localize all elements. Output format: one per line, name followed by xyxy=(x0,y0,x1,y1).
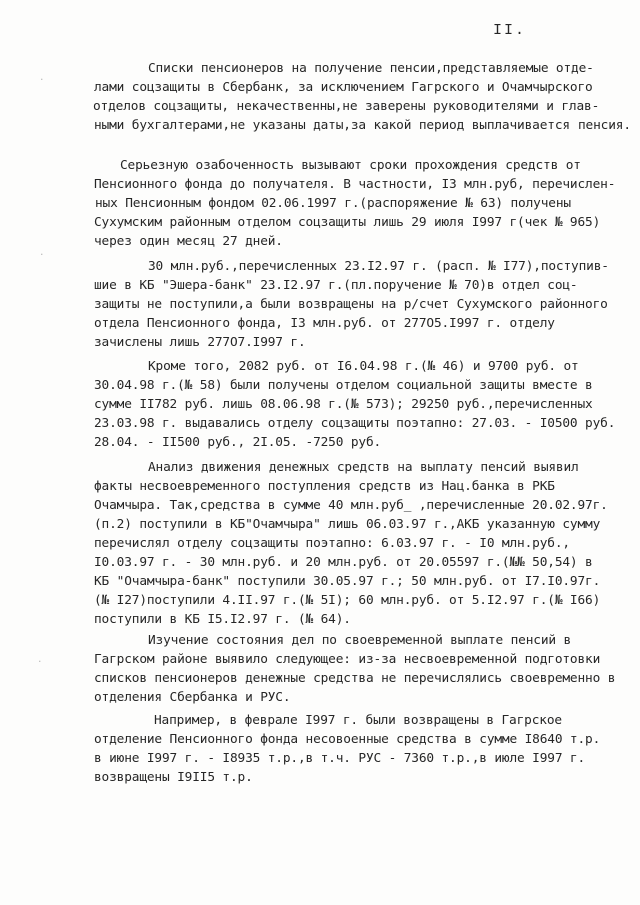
text-line: отделение Пенсионного фонда несовоенные средства в сумме I8640 т.р. xyxy=(94,732,601,747)
text-line: через один месяц 27 дней. xyxy=(94,234,283,249)
text-line: отделов соцзащиты, некачественны,не заверены руководителями и глав- xyxy=(93,99,600,114)
text-line: 23.03.98 г. выдавались отделу соцзащиты поэтапно: 27.03. - I0500 руб. xyxy=(94,416,616,431)
text-line: Серьезную озабоченность вызывают сроки прохождения средств от xyxy=(120,158,581,173)
text-line: ных Пенсионным фондом 02.06.1997 г.(распоряжение № 63) получены xyxy=(95,196,571,211)
text-line: сумме II782 руб. лишь 08.06.98 г.(№ 573); 29250 руб.,перечисленных xyxy=(94,397,593,412)
text-line: 30.04.98 г.(№ 58) были получены отделом социальной защиты вместе в xyxy=(94,378,593,393)
text-line: шие в КБ "Эшера-банк" 23.I2.97 г.(пл.поручение № 70)в отдел соц- xyxy=(94,278,578,293)
text-line: списков пенсионеров денежные средства не перечислялись своевременно в xyxy=(94,671,616,686)
text-line: Пенсионного фонда до получателя. В частности, I3 млн.руб, перечислен- xyxy=(94,177,616,192)
margin-mark: · xyxy=(38,655,42,668)
text-line: пенсия. xyxy=(578,118,631,133)
margin-mark: · xyxy=(40,73,44,86)
text-line: отделения Сбербанка и РУС. xyxy=(94,690,291,705)
margin-mark: · xyxy=(40,248,44,261)
text-line: I0.03.97 г. - 30 млн.руб. и 20 млн.руб. от 20.05597 г.(№№ 50,54) в xyxy=(94,555,593,570)
text-line: лами соцзащиты в Сбербанк, за исключением Гагрского и Очамчырского xyxy=(94,80,593,95)
text-line: факты несвоевременного поступления средств из Нац.банка в РКБ xyxy=(94,479,555,494)
text-line: 28.04. - II500 руб., 2I.05. -7250 руб. xyxy=(94,435,382,450)
text-line: отдела Пенсионного фонда, I3 млн.руб. от 277О5.I997 г. отделу xyxy=(94,316,555,331)
text-line: поступили в КБ I5.I2.97 г. (№ 64). xyxy=(94,612,351,627)
text-line: зачислены лишь 277О7.I997 г. xyxy=(94,335,306,350)
text-line: Например, в феврале I997 г. были возвращены в Гагрское xyxy=(154,713,562,728)
text-line: Очамчыра. Так,средства в сумме 40 млн.руб_ ,перечисленные 20.02.97г. xyxy=(94,498,608,513)
text-line: (№ I27)поступили 4.II.97 г.(№ 5I); 60 млн.руб. от 5.I2.97 г.(№ I66) xyxy=(94,593,601,608)
text-line: Кроме того, 2082 руб. от I6.04.98 г.(№ 46) и 9700 руб. от xyxy=(148,359,579,374)
text-line: Сухумским районным отделом соцзащиты лишь 29 июля I997 г(чек № 965) xyxy=(94,215,601,230)
text-line: перечислял отделу соцзащиты поэтапно: 6.03.97 г. - I0 млн.руб., xyxy=(94,536,570,551)
text-line: Списки пенсионеров на получение пенсии,представляемые отде- xyxy=(148,61,594,76)
text-line: 30 млн.руб.,перечисленных 23.I2.97 г. (расп. № I77),поступив- xyxy=(148,259,609,274)
text-line: возвращены I9II5 т.р. xyxy=(94,770,253,785)
text-line: в июне I997 г. - I8935 т.р.,в т.ч. РУС - 7360 т.р.,в июле I997 г. xyxy=(94,751,586,766)
text-line: ными бухгалтерами,не указаны даты,за какой период выплачивается xyxy=(94,118,570,133)
text-line: (п.2) поступили в КБ"Очамчыра" лишь 06.03.97 г.,АКБ указанную сумму xyxy=(94,517,601,532)
page-number: II. xyxy=(493,22,527,39)
text-line: Анализ движения денежных средств на выплату пенсий выявил xyxy=(148,460,579,475)
text-line: Изучение состояния дел по своевременной выплате пенсий в xyxy=(148,633,572,648)
text-line: Гагрском районе выявило следующее: из-за несвоевременной подготовки xyxy=(94,652,601,667)
text-line: защиты не поступили,а были возвращены на р/счет Сухумского районного xyxy=(94,297,608,312)
text-line: КБ "Очамчыра-банк" поступили 30.05.97 г.; 50 млн.руб. от I7.I0.97г. xyxy=(94,574,601,589)
